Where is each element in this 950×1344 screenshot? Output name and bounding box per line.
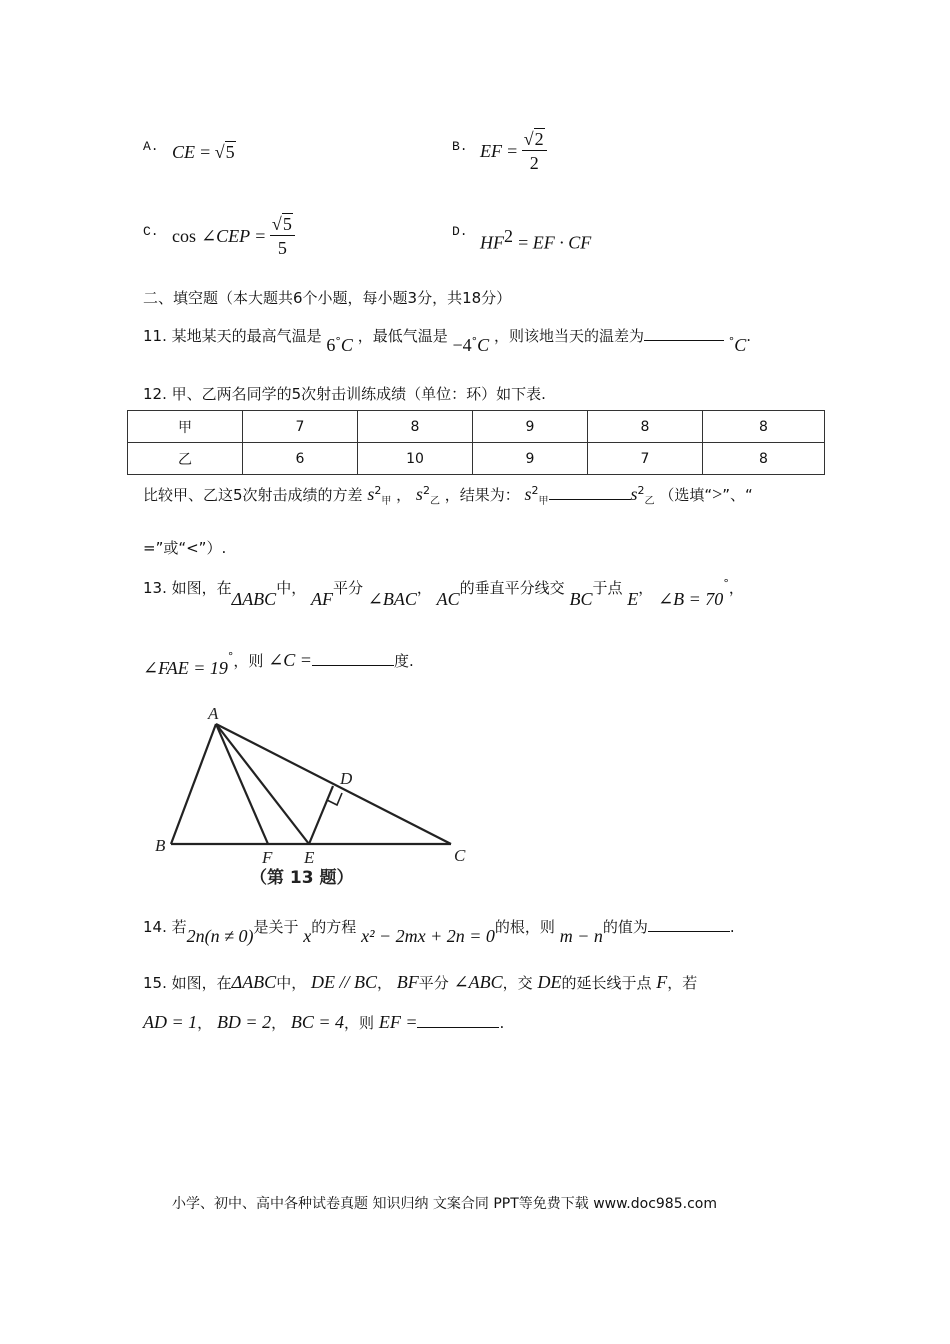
segment-ac [216,724,451,844]
triangle-figure [150,703,490,893]
label-a: A [208,704,219,723]
segment-ab [171,724,216,844]
question-15-line2: AD = 1， BD = 2， BC = 4，则 EF = . [143,1012,505,1032]
question-13: 13. 如图，在ΔABC中， AF平分 ∠BAC， AC的垂直平分线交 BC于点 E， ∠B = 70°， [143,577,744,609]
question-12-compare: 比较甲、乙这5次射击成绩的方差 $s^2_甲$ ， $s^2_乙$ ，结果为： $s^2_甲$ $s^2_乙$ （选填“>”、“ [143,484,753,507]
segment-af [216,724,268,844]
option-a-label: A. [143,139,159,154]
option-c-fraction: $\frac{√5}{5}$ [270,213,295,260]
segment-de [309,786,333,844]
question-12-line2: =”或“<”）. [143,539,227,557]
option-b-fraction: $\frac{√2}{2}$ [522,128,547,175]
question-14: 14. 若2n(n ≠ 0)是关于 x的方程 x² − 2mx + 2n = 0的根，则 m − n的值为 . [143,918,735,946]
label-d: D [340,769,353,788]
question-15: 15. 如图，在ΔABC中， DE // BC， BF平分 ∠ABC，交 DE的延长线于点 F，若 [143,972,698,992]
footer-text: 小学、初中、高中各种试卷真题 知识归纳 文案合同 PPT等免费下载 www.doc985.com [172,1196,717,1212]
score-table [127,410,825,475]
option-d-formula: $HF^2$ = EF · CF [480,226,592,253]
table-row: 乙 6 10 9 7 8 [128,443,825,475]
answer-blank-11[interactable] [644,326,724,341]
question-12-intro: 12. 甲、乙两名同学的5次射击训练成绩（单位：环）如下表. [143,385,546,403]
label-e: E [304,848,315,867]
option-a-formula: CE = √5 [172,142,235,162]
option-c-formula: cos ∠CEP = $\frac{√5}{5}$ [172,213,295,260]
option-b [452,135,468,154]
label-c: C [454,846,466,865]
segment-ae [216,724,309,844]
answer-blank-12[interactable] [549,485,631,500]
table-row: 甲 7 8 9 8 8 [128,411,825,443]
answer-blank-15[interactable] [417,1013,499,1028]
label-f: F [262,848,273,867]
question-13-line2: ∠FAE = 19°，则 ∠C = 度. [143,650,414,678]
option-b-label: B. [452,139,468,154]
section-heading: 二、填空题（本大题共6个小题，每小题3分，共18分） [143,289,512,307]
answer-blank-13[interactable] [312,651,394,666]
option-c-label: C. [143,224,159,239]
answer-blank-14[interactable] [648,917,730,932]
option-a [143,135,159,154]
label-b: B [155,836,166,855]
option-d [452,220,468,239]
option-c [143,220,159,239]
figure-caption: （第 13 题） [250,868,354,888]
option-d-label: D. [452,224,468,239]
option-b-formula: EF = $\frac{√2}{2}$ [480,128,547,175]
question-11: 11. 某地某天的最高气温是 6°C ，最低气温是 −4°C ，则该地当天的温差为 °C. [143,327,752,355]
